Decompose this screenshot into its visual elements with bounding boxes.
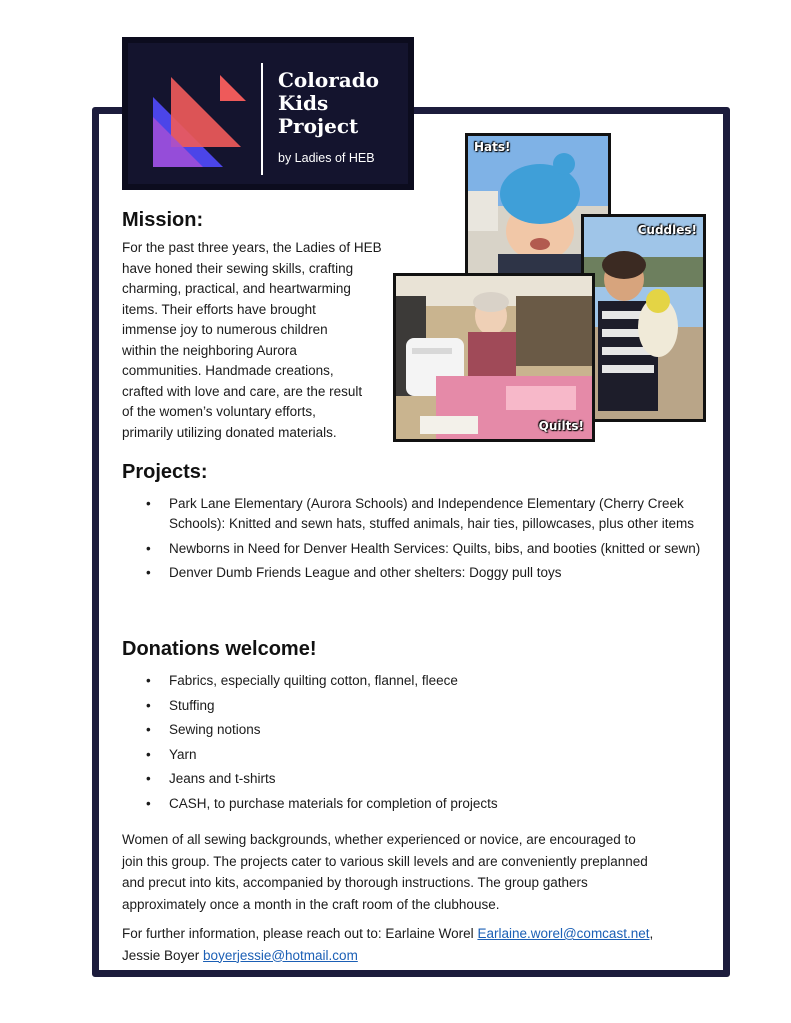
- donations-list: [146, 671, 708, 818]
- email-link-jessie[interactable]: boyerjessie@hotmail.com: [203, 947, 358, 963]
- logo-subtitle: by Ladies of HEB: [278, 151, 375, 165]
- mission-line: have honed their sewing skills, crafting: [122, 260, 354, 276]
- photo-cuddles: [581, 214, 706, 422]
- list-item: • Fabrics, especially quilting cotton, flannel, fleece: [146, 671, 708, 691]
- mission-line: immense joy to numerous children: [122, 322, 328, 337]
- quilts-caption: Quilts!: [538, 419, 584, 433]
- mission-text: [122, 238, 394, 443]
- cuddles-photo-image: [584, 217, 703, 419]
- logo-title-line: Kids: [278, 91, 329, 115]
- list-item: • CASH, to purchase materials for completion of projects: [146, 794, 708, 814]
- logo-title-line: Colorado: [278, 68, 380, 92]
- closing-line: and precut into kits, accompanied by thorough instructions. The group gathers: [122, 875, 588, 890]
- list-item: • Yarn: [146, 745, 708, 765]
- hats-caption: Hats!: [474, 140, 511, 154]
- closing-line: join this group. The projects cater to various skill levels and are conveniently preplanned: [122, 853, 648, 869]
- logo-title-line: Project: [278, 114, 359, 138]
- mission-line: primarily utilizing donated materials.: [122, 424, 337, 440]
- closing-line: approximately once a month in the craft room of the clubhouse.: [122, 896, 500, 912]
- contact-name-jessie: Jessie Boyer: [122, 947, 204, 963]
- cuddles-caption: Cuddles!: [637, 223, 697, 237]
- mission-line: crafted with love and care, are the result: [122, 383, 363, 399]
- list-item: • Newborns in Need for Denver Health Services: Quilts, bibs, and booties (knitted or sewn): [146, 539, 708, 559]
- list-item: • Jeans and t-shirts: [146, 769, 708, 789]
- logo-banner: [122, 37, 414, 190]
- projects-list: [146, 494, 708, 588]
- mission-line: within the neighboring Aurora: [122, 342, 297, 358]
- mission-heading: Mission:: [122, 209, 204, 231]
- contact-paragraph: [122, 923, 702, 966]
- list-item: • Stuffing: [146, 696, 708, 716]
- donations-heading: Donations welcome!: [122, 638, 317, 660]
- list-item: • Sewing notions: [146, 720, 708, 740]
- list-item: • Park Lane Elementary (Aurora Schools) and Independence Elementary (Cherry Creek Schools): Knitted and sewn hats, stuffed animals, hair ties, pillowcases, plus other items: [146, 494, 708, 534]
- email-link-earlaine[interactable]: Earlaine.worel@comcast.net: [477, 926, 650, 941]
- logo-divider: [261, 63, 263, 175]
- mission-line: communities. Handmade creations,: [122, 363, 334, 378]
- triangle-logo-icon: [148, 65, 248, 175]
- list-item: • Denver Dumb Friends League and other shelters: Doggy pull toys: [146, 563, 708, 583]
- projects-heading: Projects:: [122, 461, 208, 483]
- closing-paragraph: [122, 829, 702, 915]
- mission-line: of the women’s voluntary efforts,: [122, 404, 316, 419]
- mission-line: For the past three years, the Ladies of HEB: [122, 240, 382, 255]
- quilts-photo-image: [396, 276, 592, 439]
- mission-line: charming, practical, and heartwarming: [122, 281, 351, 296]
- contact-separator: ,: [649, 926, 654, 941]
- closing-line: Women of all sewing backgrounds, whether experienced or novice, are encouraged to: [122, 832, 636, 847]
- contact-intro: For further information, please reach out to: Earlaine Worel: [122, 926, 478, 941]
- mission-line: items. Their efforts have brought: [122, 301, 316, 317]
- logo-title: [278, 69, 418, 138]
- photo-quilts: [393, 273, 595, 442]
